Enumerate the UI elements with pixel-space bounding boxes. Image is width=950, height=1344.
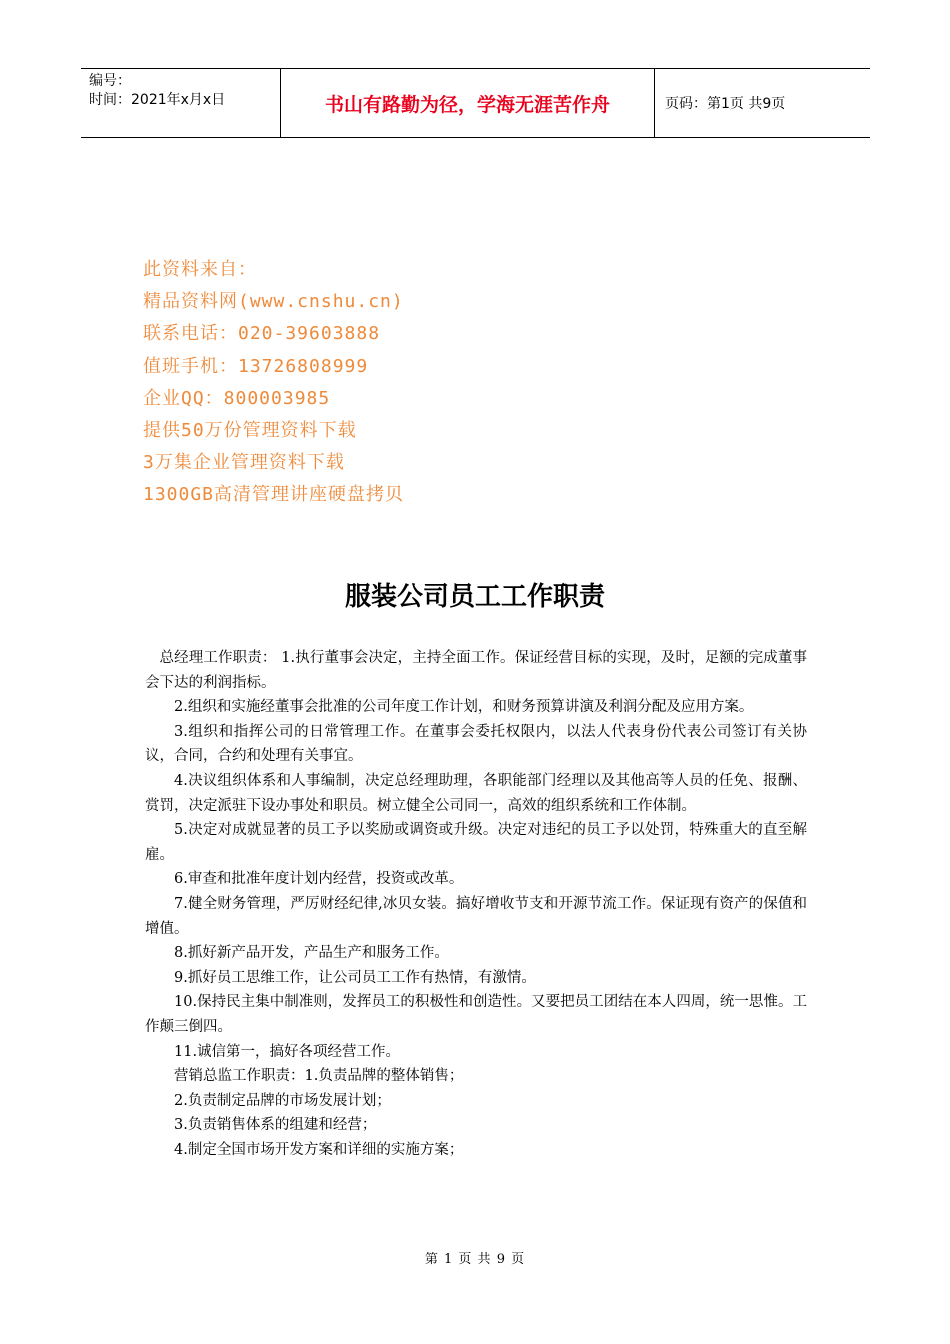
paragraph: 3.负责销售体系的组建和经营；: [174, 1117, 377, 1134]
source-line: 值班手机：13726808999: [143, 355, 369, 377]
page-info: 页码：第1页 共9页: [665, 96, 786, 112]
paragraph: 7.健全财务管理，严厉财经纪律,冰贝女装。搞好增收节支和开源节流工作。保证现有资产的保值和增值。: [145, 895, 807, 937]
source-line: 精品资料网(www.cnshu.cn): [143, 291, 404, 313]
paragraph: 4.制定全国市场开发方案和详细的实施方案；: [174, 1141, 464, 1158]
time-label: 时间：2021年x月x日: [89, 92, 226, 108]
paragraph: 总经理工作职责： 1.执行董事会决定，主持全面工作。保证经营目标的实现，及时，足额的完成董事会下达的利润指标。: [145, 650, 807, 691]
document-body: [145, 646, 807, 1162]
source-info-block: [143, 254, 404, 512]
paragraph: 2.负责制定品牌的市场发展计划；: [174, 1092, 391, 1109]
paragraph: 11.诚信第一，搞好各项经营工作。: [174, 1043, 401, 1060]
source-line: 企业QQ：800003985: [143, 387, 331, 409]
header-table: [81, 68, 870, 138]
paragraph: 3.组织和指挥公司的日常管理工作。在董事会委托权限内，以法人代表身份代表公司签订有关协议，合同，合约和处理有关事宜。: [145, 723, 807, 765]
document-title: 服装公司员工工作职责: [344, 582, 605, 612]
number-label: 编号：: [89, 73, 131, 89]
paragraph: 5.决定对成就显著的员工予以奖励或调资或升级。决定对违纪的员工予以处罚，特殊重大的直至解雇。: [145, 822, 807, 863]
paragraph: 6.审查和批准年度计划内经营，投资或改革。: [174, 871, 464, 888]
paragraph: 8.抓好新产品开发，产品生产和服务工作。: [174, 945, 449, 962]
paragraph: 9.抓好员工思维工作，让公司员工工作有热情，有激情。: [174, 969, 536, 986]
page-footer: 第 1 页 共 9 页: [424, 1252, 526, 1267]
paragraph: 营销总监工作职责：1.负责品牌的整体销售；: [174, 1068, 464, 1085]
source-line: 1300GB高清管理讲座硬盘拷贝: [143, 484, 405, 506]
paragraph: 4.决议组织体系和人事编制，决定总经理助理，各职能部门经理以及其他高等人员的任免、报酬、赏罚，决定派驻下设办事处和职员。树立健全公司同一，高效的组织系统和工作体制。: [145, 772, 807, 814]
paragraph: 2.组织和实施经董事会批准的公司年度工作计划，和财务预算讲演及利润分配及应用方案。: [174, 699, 754, 716]
source-line: 此资料来自：: [143, 259, 257, 280]
header-meta-cell: [81, 69, 281, 137]
source-line: 提供50万份管理资料下载: [143, 420, 357, 442]
source-line: 联系电话：020-39603888: [143, 323, 381, 345]
motto: 书山有路勤为径，学海无涯苦作舟: [281, 69, 655, 137]
paragraph: 10.保持民主集中制准则，发挥员工的积极性和创造性。又要把员工团结在本人四周，统一思惟。工作颠三倒四。: [145, 994, 807, 1035]
source-line: 3万集企业管理资料下载: [143, 452, 345, 474]
